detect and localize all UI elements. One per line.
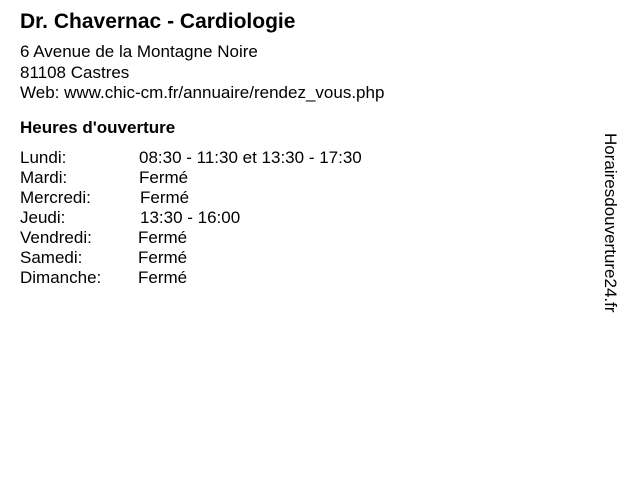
- day-label-tuesday: Mardi:: [20, 167, 68, 187]
- page-title: Dr. Chavernac - Cardiologie: [20, 10, 296, 33]
- time-value-sunday: Fermé: [138, 267, 188, 287]
- address-street: 6 Avenue de la Montagne Noire: [20, 42, 258, 61]
- day-label-sunday: Dimanche:: [20, 267, 102, 287]
- hours-row-wednesday: [20, 188, 600, 208]
- business-card: [20, 10, 600, 288]
- opening-hours-heading: Heures d'ouverture: [20, 117, 176, 137]
- hours-row-tuesday: [20, 168, 600, 188]
- time-value-thursday: 13:30 - 16:00: [140, 207, 241, 227]
- hours-row-saturday: [20, 248, 600, 268]
- day-label-wednesday: Mercredi:: [20, 187, 91, 207]
- address-city: 81108 Castres: [20, 62, 130, 82]
- hours-row-thursday: [20, 208, 600, 228]
- hours-row-friday: [20, 228, 600, 248]
- time-value-monday: 08:30 - 11:30 et 13:30 - 17:30: [139, 147, 362, 167]
- day-label-friday: Vendredi:: [20, 227, 92, 247]
- address-block: [20, 42, 600, 104]
- day-label-monday: Lundi:: [20, 147, 67, 167]
- time-value-tuesday: Fermé: [139, 167, 189, 187]
- day-label-saturday: Samedi:: [20, 247, 83, 267]
- opening-hours-table: [20, 148, 600, 288]
- hours-row-monday: [20, 148, 600, 168]
- site-brand-vertical-text: Horairesdouverture24.fr: [601, 133, 620, 313]
- time-value-friday: Fermé: [138, 227, 188, 247]
- time-value-wednesday: Fermé: [140, 187, 190, 207]
- day-label-thursday: Jeudi:: [20, 207, 66, 227]
- time-value-saturday: Fermé: [138, 247, 188, 267]
- website-text: Web: www.chic-cm.fr/annuaire/rendez_vous.php: [20, 83, 385, 102]
- hours-row-sunday: [20, 268, 600, 288]
